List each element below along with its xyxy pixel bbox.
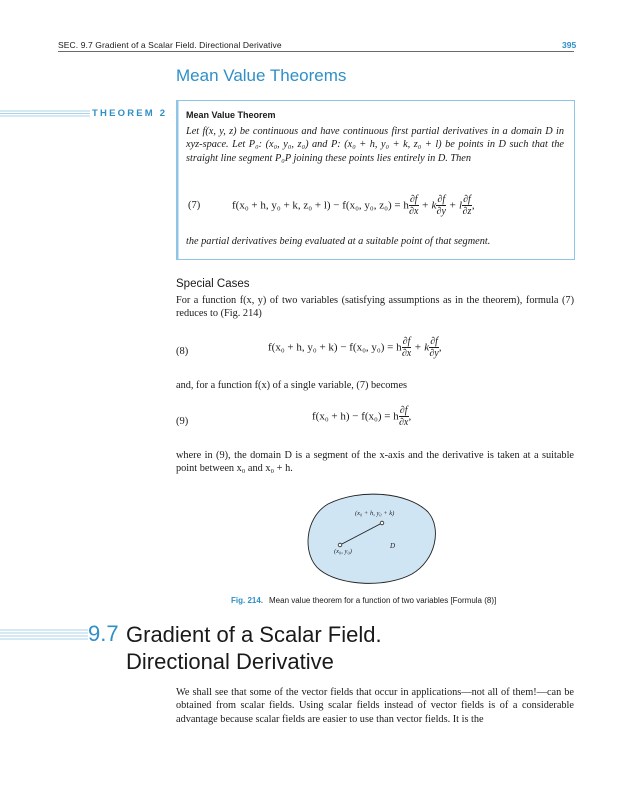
point-p0: [338, 543, 342, 547]
section-title-line-1: Gradient of a Scalar Field.: [126, 622, 382, 647]
theorem-body: Let f(x, y, z) be continuous and have continuous first partial derivatives in a domain D in xyz-space. Let P₀: (x₀, y₀, z₀) and P: (x₀ + h, y₀ + k, z₀ + l) be points in D such that the straight line segment P₀P joining these points lies entirely in D. Then: [186, 126, 564, 164]
fraction-df-dx: $\frac{\partial f}{\partial x}$: [409, 194, 419, 217]
equation-7-lhs: f(x₀ + h, y₀ + k, z₀ + l) − f(x₀, y₀, z₀) = h: [232, 199, 409, 212]
fraction-df-dz: $\frac{\partial f}{\partial z}$: [462, 194, 472, 217]
equation-9-lhs: f(x₀ + h) − f(x₀) = h: [312, 410, 399, 423]
header-rule: [58, 51, 574, 52]
figure-caption-label: Fig. 214.: [231, 596, 264, 605]
special-cases-heading: Special Cases: [176, 278, 250, 290]
section-heading: Mean Value Theorems: [176, 66, 347, 85]
label-point-p: (x₀ + h, y₀ + k): [355, 510, 395, 517]
fraction-df-dx: $\frac{\partial f}{\partial x}$: [398, 405, 409, 428]
section-title: [126, 621, 382, 675]
domain-region: [308, 494, 435, 583]
fraction-df-dy: $\frac{\partial f}{\partial y}$: [429, 336, 439, 359]
section-number: 9.7: [88, 621, 119, 646]
theorem-rule-lines: [0, 110, 97, 118]
equation-8: f(x₀ + h, y₀ + k) − f(x₀, y₀) = h $\frac{\partial f}{\partial x}$ + k $\frac{\partial f}{\partial y}$ ,: [268, 336, 442, 359]
label-point-p0: (x₀, y₀): [334, 548, 352, 555]
theorem-footer: the partial derivatives being evaluated at a suitable point of that segment.: [186, 236, 491, 247]
equation-7-number: (7): [188, 200, 201, 211]
figure-caption-text: Mean value theorem for a function of two variables [Formula (8)]: [269, 596, 497, 605]
equation-8-number: (8): [176, 346, 189, 357]
page-number: 395: [562, 40, 577, 50]
fraction-df-dx: $\frac{\partial f}{\partial x}$: [401, 336, 412, 359]
section-rule-lines: [0, 629, 94, 641]
section-title-line-2: Directional Derivative: [126, 649, 334, 674]
figure-214: [300, 490, 440, 590]
theorem-title: Mean Value Theorem: [186, 110, 276, 120]
special-cases-after: where in (9), the domain D is a segment of the x-axis and the derivative is taken at a suitable point between x₀ and x₀ + h.: [176, 450, 574, 475]
figure-caption: [231, 596, 496, 605]
label-domain-d: D: [390, 542, 396, 550]
theorem-label: THEOREM 2: [92, 108, 168, 119]
special-cases-middle: and, for a function f(x) of a single variable, (7) becomes: [176, 380, 408, 391]
section-9-7-paragraph: We shall see that some of the vector fields that occur in applications—not all of them!—can be obtained from scalar fields. Using scalar fields instead of vector fields is of a considerable advantage because scalar fields are easier to use than vector fields. It is the: [176, 687, 574, 725]
equation-9-number: (9): [176, 416, 189, 427]
equation-9: f(x₀ + h) − f(x₀) = h $\frac{\partial f}{\partial x}$ ,: [312, 405, 412, 428]
point-p: [380, 521, 384, 525]
running-head: SEC. 9.7 Gradient of a Scalar Field. Directional Derivative: [58, 40, 282, 50]
fraction-df-dy: $\frac{\partial f}{\partial y}$: [436, 194, 446, 217]
equation-8-lhs: f(x₀ + h, y₀ + k) − f(x₀, y₀) = h: [268, 341, 402, 354]
equation-7: f(x₀ + h, y₀ + k, z₀ + l) − f(x₀, y₀, z₀) = h $\frac{\partial f}{\partial x}$ + k $\frac{\partial f}{\partial y}$ + l $\frac{\partial f}{\partial z}$ ,: [232, 194, 475, 217]
special-cases-intro: For a function f(x, y) of two variables (satisfying assumptions as in the theorem), formula (7) reduces to (Fig. 214): [176, 295, 574, 320]
